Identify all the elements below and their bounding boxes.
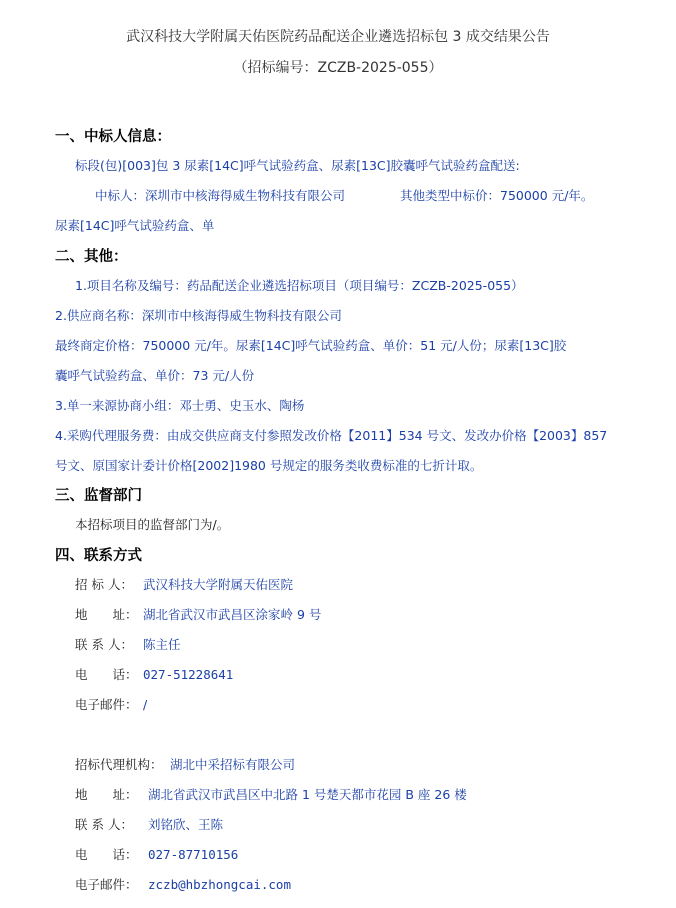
section-winner-heading: 一、中标人信息： [55,129,171,145]
winner-name: 中标人：深圳市中核海得威生物科技有限公司 [95,188,346,203]
tenderer-phone-label: 电 话： [75,667,138,682]
agency-fee-line-1: 4.采购代理服务费：由成交供应商支付参照发改价格【2011】534 号文、发改办价格【2003】857 [55,428,608,443]
tenderer-address-label: 地 址： [75,607,138,622]
page-title: 武汉科技大学附属天佑医院药品配送企业遴选招标包 3 成交结果公告 [126,29,550,45]
supplier-name-item: 2.供应商名称：深圳市中核海得威生物科技有限公司 [55,308,342,323]
tenderer-name: 武汉科技大学附属天佑医院 [143,577,294,592]
project-name-item: 1.项目名称及编号：药品配送企业遴选招标项目（项目编号：ZCZB-2025-055） [75,278,524,293]
agency-name-label: 招标代理机构： [75,757,163,772]
agency-email-label: 电子邮件： [75,877,138,892]
lot-description: 标段(包)[003]包 3 尿素[14C]呼气试验药盒、尿素[13C]胶囊呼气试验药盒配送: [75,158,520,173]
final-price-line-1: 最终商定价格：750000 元/年。尿素[14C]呼气试验药盒、单价：51 元/人份；尿素[13C]胶 [55,338,567,353]
agency-fee-line-2: 号文、原国家计委计价格[2002]1980 号规定的服务类收费标准的七折计取。 [55,458,483,473]
tenderer-address: 湖北省武汉市武昌区涂家岭 9 号 [143,607,322,622]
item-note: 尿素[14C]呼气试验药盒、单 [55,218,215,233]
supervision-text: 本招标项目的监督部门为/。 [75,517,230,532]
agency-name: 湖北中采招标有限公司 [170,757,296,772]
negotiation-group-item: 3.单一来源协商小组：邓士勇、史玉水、陶杨 [55,398,305,413]
final-price-line-2: 囊呼气试验药盒、单价：73 元/人份 [55,368,255,383]
section-supervision-heading: 三、监督部门 [55,488,142,504]
agency-phone: 027-87710156 [148,847,239,862]
agency-phone-label: 电 话： [75,847,138,862]
tenderer-phone: 027-51228641 [143,667,234,682]
agency-email[interactable]: zczb@hbzhongcai.com [148,877,291,892]
agency-address-label: 地 址： [75,787,138,802]
agency-address: 湖北省武汉市武昌区中北路 1 号楚天都市花园 B 座 26 楼 [148,787,467,802]
tenderer-contact: 陈主任 [143,637,181,652]
tenderer-email-label: 电子邮件： [75,697,138,712]
agency-contact: 刘铭欣、王陈 [148,817,224,832]
tenderer-contact-label: 联 系 人： [75,637,133,652]
winning-price: 其他类型中标价：750000 元/年。 [400,188,594,203]
tenderer-email[interactable]: / [143,697,148,712]
agency-contact-label: 联 系 人： [75,817,133,832]
section-contact-heading: 四、联系方式 [55,548,142,564]
tenderer-name-label: 招 标 人： [75,577,133,592]
section-other-heading: 二、其他： [55,249,128,265]
tender-number: （招标编号：ZCZB-2025-055） [233,60,443,76]
